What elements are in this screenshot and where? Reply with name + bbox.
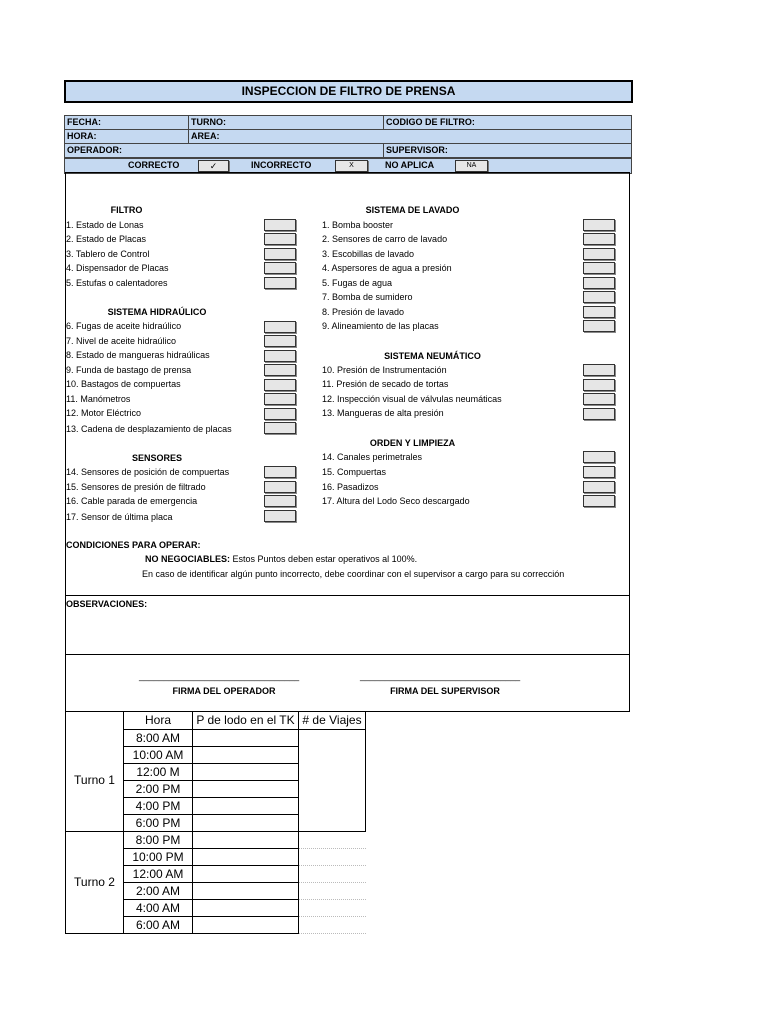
header-row-3 (64, 143, 632, 158)
firma-supervisor-line[interactable]: ________________________________ (360, 671, 521, 681)
right-item-2: 2. Sensores de carro de lavado (322, 234, 448, 244)
conditions-label: CONDICIONES PARA OPERAR: (66, 540, 201, 550)
divider-observations (66, 654, 629, 655)
right-check-12[interactable] (583, 393, 615, 405)
firma-operador-line[interactable]: ________________________________ (139, 671, 300, 681)
right-item-3: 3. Escobillas de lavado (322, 249, 415, 259)
left-check-14[interactable] (264, 466, 296, 478)
correcto-label: CORRECTO (128, 160, 180, 170)
supervisor-field[interactable]: SUPERVISOR: (383, 144, 631, 157)
firma-supervisor-label: FIRMA DEL SUPERVISOR (390, 686, 500, 696)
codigo-filtro-field[interactable]: CODIGO DE FILTRO: (383, 116, 631, 129)
section-filtro-title: FILTRO (110, 205, 143, 215)
lodo-cell[interactable] (193, 882, 299, 899)
hora-cell: 10:00 AM (124, 746, 193, 763)
turno-2-label: Turno 2 (66, 831, 124, 933)
hora-cell: 6:00 AM (124, 916, 193, 933)
right-item-13: 13. Mangueras de alta presión (322, 408, 444, 418)
left-check-16[interactable] (264, 495, 296, 507)
viajes-cell[interactable] (299, 831, 366, 848)
left-item-12: 12. Motor Eléctrico (66, 408, 142, 418)
right-item-10: 10. Presión de Instrumentación (322, 365, 447, 375)
left-item-4: 4. Dispensador de Placas (66, 263, 169, 273)
viajes-cell[interactable] (299, 899, 366, 916)
hora-cell: 2:00 PM (124, 780, 193, 797)
hora-cell: 8:00 PM (124, 831, 193, 848)
right-check-5[interactable] (583, 277, 615, 289)
left-item-8: 8. Estado de mangueras hidraúlicas (66, 350, 210, 360)
turnos-table (65, 712, 366, 934)
left-item-17: 17. Sensor de última placa (66, 512, 173, 522)
left-item-10: 10. Bastagos de compuertas (66, 379, 181, 389)
col-lodo-header: P de lodo en el TK (193, 712, 299, 729)
conditions-line-2: En caso de identificar algún punto incorrecto, debe coordinar con el supervisor a cargo para su corrección (142, 569, 565, 579)
form-title: INSPECCION DE FILTRO DE PRENSA (64, 80, 633, 103)
right-item-7: 7. Bomba de sumidero (322, 292, 413, 302)
no-negociables-label: NO NEGOCIABLES: (145, 554, 231, 564)
viajes-cell[interactable] (299, 848, 366, 865)
right-item-15: 15. Compuertas (322, 467, 387, 477)
turno-1-label: Turno 1 (66, 729, 124, 831)
hora-field[interactable]: HORA: (67, 131, 97, 141)
col-viajes-header: # de Viajes (299, 712, 366, 729)
left-check-13[interactable] (264, 422, 296, 434)
left-item-2: 2. Estado de Placas (66, 234, 147, 244)
left-item-11: 11. Manómetros (66, 394, 131, 404)
right-item-9: 9. Alineamiento de las placas (322, 321, 439, 331)
no-aplica-label: NO APLICA (385, 160, 435, 170)
left-check-2[interactable] (264, 233, 296, 245)
divider-conditions (66, 595, 629, 596)
table-header-row (66, 712, 366, 729)
right-check-10[interactable] (583, 364, 615, 376)
left-check-15[interactable] (264, 481, 296, 493)
lodo-cell[interactable] (193, 899, 299, 916)
no-negociables-text: Estos Puntos deben estar operativos al 100%. (232, 554, 418, 564)
left-item-3: 3. Tablero de Control (66, 249, 150, 259)
left-check-12[interactable] (264, 408, 296, 420)
right-check-3[interactable] (583, 248, 615, 260)
left-item-1: 1. Estado de Lonas (66, 220, 144, 230)
lodo-cell[interactable] (193, 865, 299, 882)
section-neumatico-title: SISTEMA NEUMÁTICO (384, 351, 481, 361)
hora-cell: 4:00 AM (124, 899, 193, 916)
header-row-1 (64, 115, 632, 130)
right-check-1[interactable] (583, 219, 615, 231)
right-item-8: 8. Presión de lavado (322, 307, 405, 317)
right-check-16[interactable] (583, 481, 615, 493)
right-item-12: 12. Inspección visual de válvulas neumáticas (322, 394, 502, 404)
no-aplica-box[interactable]: NA (455, 160, 488, 172)
right-item-5: 5. Fugas de agua (322, 278, 393, 288)
section-lavado-title: SISTEMA DE LAVADO (365, 205, 460, 215)
right-check-7[interactable] (583, 306, 615, 318)
left-item-14: 14. Sensores de posición de compuertas (66, 467, 230, 477)
right-item-1: 1. Bomba booster (322, 220, 394, 230)
right-check-11[interactable] (583, 379, 615, 391)
observaciones-field[interactable] (66, 612, 628, 652)
table-row (66, 831, 366, 848)
right-item-14: 14. Canales perimetrales (322, 452, 423, 462)
right-check-13[interactable] (583, 408, 615, 420)
hora-cell: 8:00 AM (124, 729, 193, 746)
right-check-6[interactable] (583, 291, 615, 303)
operador-field[interactable]: OPERADOR: (67, 145, 123, 155)
lodo-cell[interactable] (193, 831, 299, 848)
observaciones-label: OBSERVACIONES: (66, 599, 148, 609)
lodo-cell[interactable] (193, 780, 299, 797)
right-item-16: 16. Pasadizos (322, 482, 379, 492)
left-check-7[interactable] (264, 335, 296, 347)
hora-cell: 12:00 M (124, 763, 193, 780)
viajes-cell[interactable] (299, 882, 366, 899)
left-check-17[interactable] (264, 510, 296, 522)
conditions-line-1 (145, 554, 417, 564)
hora-cell: 4:00 PM (124, 797, 193, 814)
fecha-field[interactable]: FECHA: (67, 117, 101, 127)
left-check-1[interactable] (264, 219, 296, 231)
right-check-4[interactable] (583, 262, 615, 274)
section-orden-title: ORDEN Y LIMPIEZA (369, 438, 456, 448)
incorrecto-box[interactable]: X (335, 160, 368, 172)
left-item-16: 16. Cable parada de emergencia (66, 496, 198, 506)
hora-cell: 2:00 AM (124, 882, 193, 899)
right-item-4: 4. Aspersores de agua a presión (322, 263, 452, 273)
table-row (66, 729, 366, 746)
left-item-13: 13. Cadena de desplazamiento de placas (66, 424, 232, 434)
correcto-check-box[interactable]: ✓ (198, 160, 229, 172)
lodo-cell[interactable] (193, 916, 299, 933)
lodo-cell[interactable] (193, 797, 299, 814)
left-check-11[interactable] (264, 393, 296, 405)
incorrecto-label: INCORRECTO (251, 160, 312, 170)
left-item-7: 7. Nivel de aceite hidraúlico (66, 336, 177, 346)
left-check-8[interactable] (264, 350, 296, 362)
left-check-3[interactable] (264, 248, 296, 260)
turno-field[interactable]: TURNO: (188, 116, 383, 129)
left-item-5: 5. Estufas o calentadores (66, 278, 168, 288)
header-row-2 (64, 129, 632, 144)
lodo-cell[interactable] (193, 729, 299, 746)
lodo-cell[interactable] (193, 746, 299, 763)
viajes-cell[interactable] (299, 865, 366, 882)
left-item-15: 15. Sensores de presión de filtrado (66, 482, 206, 492)
section-sensores-title: SENSORES (131, 453, 182, 463)
hora-cell: 6:00 PM (124, 814, 193, 831)
area-field[interactable]: AREA: (188, 130, 631, 143)
hora-cell: 10:00 PM (124, 848, 193, 865)
left-check-9[interactable] (264, 364, 296, 376)
left-item-9: 9. Funda de bastago de prensa (66, 365, 192, 375)
viajes-cell[interactable] (299, 916, 366, 933)
lodo-cell[interactable] (193, 763, 299, 780)
right-check-15[interactable] (583, 466, 615, 478)
right-check-8[interactable] (583, 320, 615, 332)
section-hidraulico-title: SISTEMA HIDRAÚLICO (107, 307, 207, 317)
right-check-14[interactable] (583, 451, 615, 463)
hora-cell: 12:00 AM (124, 865, 193, 882)
left-check-6[interactable] (264, 321, 296, 333)
lodo-cell[interactable] (193, 848, 299, 865)
col-hora-header: Hora (124, 712, 193, 729)
left-check-5[interactable] (264, 277, 296, 289)
right-check-2[interactable] (583, 233, 615, 245)
lodo-cell[interactable] (193, 814, 299, 831)
left-check-4[interactable] (264, 262, 296, 274)
left-check-10[interactable] (264, 379, 296, 391)
right-item-11: 11. Presión de secado de tortas (322, 379, 449, 389)
right-item-17: 17. Altura del Lodo Seco descargado (322, 496, 470, 506)
viajes-turno-1-cell[interactable] (299, 729, 366, 831)
left-item-6: 6. Fugas de aceite hidraúlico (66, 321, 182, 331)
firma-operador-label: FIRMA DEL OPERADOR (172, 686, 276, 696)
right-check-17[interactable] (583, 495, 615, 507)
